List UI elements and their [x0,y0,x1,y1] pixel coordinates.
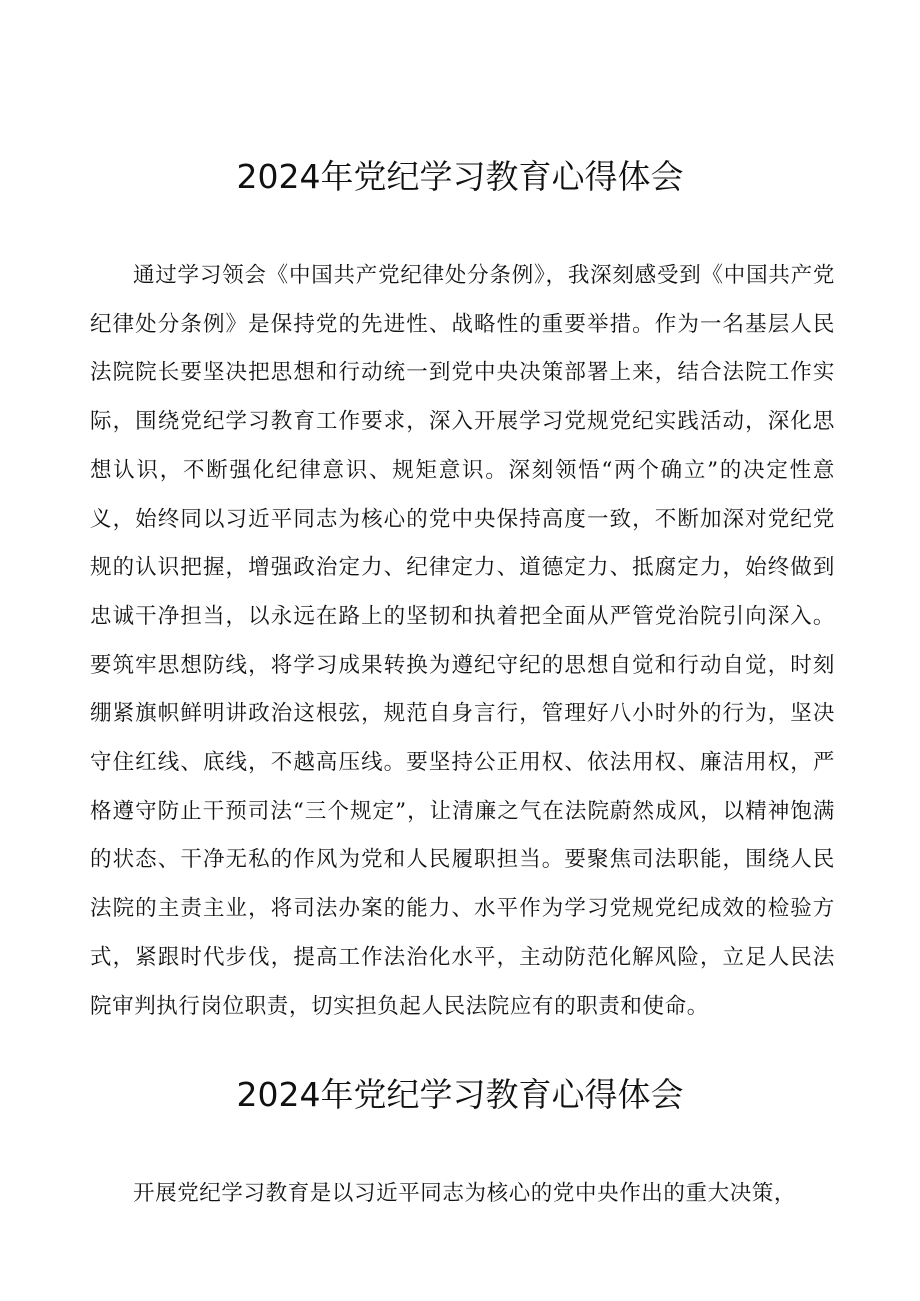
second-body-paragraph: 开展党纪学习教育是以习近平同志为核心的党中央作出的重大决策， [133,1181,797,1206]
body-paragraph: 通过学习领会《中国共产党纪律处分条例》，我深刻感受到《中国共产党纪律处分条例》是保持党的先进性、战略性的重要举措。作为一名基层人民法院院长要坚决把思想和行动统一到党中央决策部署上来，结合法院工作实际，围绕党纪学习教育工作要求，深入开展学习党规党纪实践活动，深化思想认识，不断强化纪律意识、规矩意识。深刻领悟“两个确立”的决定性意义，始终同以习近平同志为核心的党中央保持高度一致，不断加深对党纪党规的认识把握，增强政治定力、纪律定力、道德定力、抵腐定力，始终做到忠诚干净担当，以永远在路上的坚韧和执着把全面从严管党治院引向深入。要筑牢思想防线，将学习成果转换为遵纪守纪的思想自觉和行动自觉，时刻绷紧旗帜鲜明讲政治这根弦，规范自身言行，管理好八小时外的行为，坚决守住红线、底线，不越高压线。要坚持公正用权、依法用权、廉洁用权，严格遵守防止干预司法“三个规定”，让清廉之气在法院蔚然成风，以精神饱满的状态、干净无私的作风为党和人民履职担当。要聚焦司法职能，围绕人民法院的主责主业，将司法办案的能力、水平作为学习党规党纪成效的检验方式，紧跟时代步伐，提高工作法治化水平，主动防范化解风险，立足人民法院审判执行岗位职责，切实担负起人民法院应有的职责和使命。 [90,263,835,1019]
second-document-title: 2024年党纪学习教育心得体会 [236,1075,684,1114]
document-title: 2024年党纪学习教育心得体会 [236,157,684,196]
